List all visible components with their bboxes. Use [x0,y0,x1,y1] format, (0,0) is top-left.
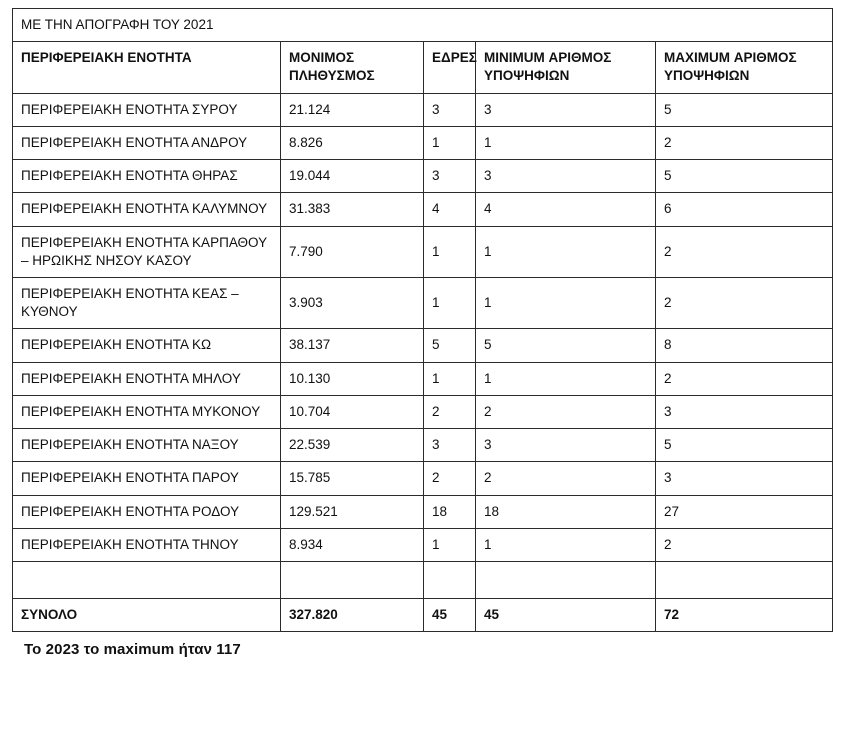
cell-max: 2 [656,528,833,561]
table-row [13,429,833,462]
cell-seats: 3 [424,93,476,126]
cell-region: ΠΕΡΙΦΕΡΕΙΑΚΗ ΕΝΟΤΗΤΑ ΚΕΑΣ – ΚΥΘΝΟΥ [13,277,281,328]
cell-total-min: 45 [476,598,656,631]
cell-region: ΠΕΡΙΦΕΡΕΙΑΚΗ ΕΝΟΤΗΤΑ ΚΑΡΠΑΘΟΥ – ΗΡΩΙΚΗΣ ΝΗΣΟΥ ΚΑΣΟΥ [13,226,281,277]
cell-population: 8.826 [281,126,424,159]
cell-seats: 1 [424,528,476,561]
cell-seats: 3 [424,429,476,462]
cell-max: 3 [656,395,833,428]
cell-region: ΠΕΡΙΦΕΡΕΙΑΚΗ ΕΝΟΤΗΤΑ ΡΟΔΟΥ [13,495,281,528]
cell-max: 2 [656,277,833,328]
cell-population: 10.704 [281,395,424,428]
table-row [13,226,833,277]
cell-seats: 2 [424,462,476,495]
cell-min: 2 [476,462,656,495]
table-row [13,362,833,395]
cell-population: 31.383 [281,193,424,226]
cell-max: 2 [656,126,833,159]
table-row [13,528,833,561]
column-header-population: ΜΟΝΙΜΟΣ ΠΛΗΘΥΣΜΟΣ [281,42,424,93]
cell-region: ΠΕΡΙΦΕΡΕΙΑΚΗ ΕΝΟΤΗΤΑ ΜΥΚΟΝΟΥ [13,395,281,428]
cell-population: 129.521 [281,495,424,528]
table-row [13,126,833,159]
cell-min [476,561,656,598]
cell-population: 21.124 [281,93,424,126]
table-row-total [13,598,833,631]
header-row [13,42,833,93]
cell-population: 10.130 [281,362,424,395]
cell-min: 18 [476,495,656,528]
cell-max: 6 [656,193,833,226]
cell-seats: 3 [424,160,476,193]
apografi-table [12,8,833,632]
cell-min: 3 [476,93,656,126]
cell-total-population: 327.820 [281,598,424,631]
table-row [13,93,833,126]
cell-total-seats: 45 [424,598,476,631]
column-header-max-candidates: ΜΑΧΙΜUM ΑΡΙΘΜΟΣ ΥΠΟΨΗΦΙΩΝ [656,42,833,93]
cell-region: ΠΕΡΙΦΕΡΕΙΑΚΗ ΕΝΟΤΗΤΑ ΤΗΝΟΥ [13,528,281,561]
cell-max: 8 [656,329,833,362]
table-row [13,395,833,428]
cell-population: 19.044 [281,160,424,193]
cell-max: 27 [656,495,833,528]
cell-min: 5 [476,329,656,362]
column-header-region: ΠΕΡΙΦΕΡΕΙΑΚΗ ΕΝΟΤΗΤΑ [13,42,281,93]
cell-region: ΠΕΡΙΦΕΡΕΙΑΚΗ ΕΝΟΤΗΤΑ ΚΩ [13,329,281,362]
cell-min: 1 [476,528,656,561]
cell-seats: 5 [424,329,476,362]
cell-region: ΠΕΡΙΦΕΡΕΙΑΚΗ ΕΝΟΤΗΤΑ ΠΑΡΟΥ [13,462,281,495]
table-row [13,495,833,528]
cell-region: ΠΕΡΙΦΕΡΕΙΑΚΗ ΕΝΟΤΗΤΑ ΚΑΛΥΜΝΟΥ [13,193,281,226]
table-row-blank [13,561,833,598]
cell-population: 8.934 [281,528,424,561]
cell-max: 3 [656,462,833,495]
cell-population: 38.137 [281,329,424,362]
cell-population: 7.790 [281,226,424,277]
cell-seats: 1 [424,277,476,328]
cell-seats [424,561,476,598]
table-row [13,277,833,328]
cell-min: 3 [476,429,656,462]
table-row [13,329,833,362]
cell-seats: 4 [424,193,476,226]
cell-total-max: 72 [656,598,833,631]
table-row [13,193,833,226]
cell-total-label: ΣΥΝΟΛΟ [13,598,281,631]
table-row [13,160,833,193]
cell-region: ΠΕΡΙΦΕΡΕΙΑΚΗ ΕΝΟΤΗΤΑ ΑΝΔΡΟΥ [13,126,281,159]
cell-seats: 1 [424,226,476,277]
cell-min: 1 [476,362,656,395]
cell-region: ΠΕΡΙΦΕΡΕΙΑΚΗ ΕΝΟΤΗΤΑ ΝΑΞΟΥ [13,429,281,462]
column-header-min-candidates: ΜΙΝΙΜUM ΑΡΙΘΜΟΣ ΥΠΟΨΗΦΙΩΝ [476,42,656,93]
cell-region: ΠΕΡΙΦΕΡΕΙΑΚΗ ΕΝΟΤΗΤΑ ΘΗΡΑΣ [13,160,281,193]
cell-region [13,561,281,598]
footnote-text: Το 2023 το maximum ήταν 117 [24,641,241,659]
cell-seats: 2 [424,395,476,428]
cell-max [656,561,833,598]
cell-population [281,561,424,598]
cell-max: 5 [656,160,833,193]
cell-seats: 18 [424,495,476,528]
cell-min: 2 [476,395,656,428]
banner-row [13,9,833,42]
cell-max: 2 [656,362,833,395]
cell-seats: 1 [424,126,476,159]
cell-min: 1 [476,277,656,328]
cell-population: 22.539 [281,429,424,462]
cell-seats: 1 [424,362,476,395]
cell-region: ΠΕΡΙΦΕΡΕΙΑΚΗ ΕΝΟΤΗΤΑ ΜΗΛΟΥ [13,362,281,395]
cell-max: 2 [656,226,833,277]
cell-min: 3 [476,160,656,193]
cell-max: 5 [656,93,833,126]
cell-population: 3.903 [281,277,424,328]
cell-min: 1 [476,126,656,159]
cell-max: 5 [656,429,833,462]
cell-population: 15.785 [281,462,424,495]
cell-min: 1 [476,226,656,277]
cell-region: ΠΕΡΙΦΕΡΕΙΑΚΗ ΕΝΟΤΗΤΑ ΣΥΡΟΥ [13,93,281,126]
table-row [13,462,833,495]
cell-min: 4 [476,193,656,226]
banner-title: ΜΕ ΤΗΝ ΑΠΟΓΡΑΦΗ ΤΟΥ 2021 [13,9,833,42]
column-header-seats: ΕΔΡΕΣ [424,42,476,93]
